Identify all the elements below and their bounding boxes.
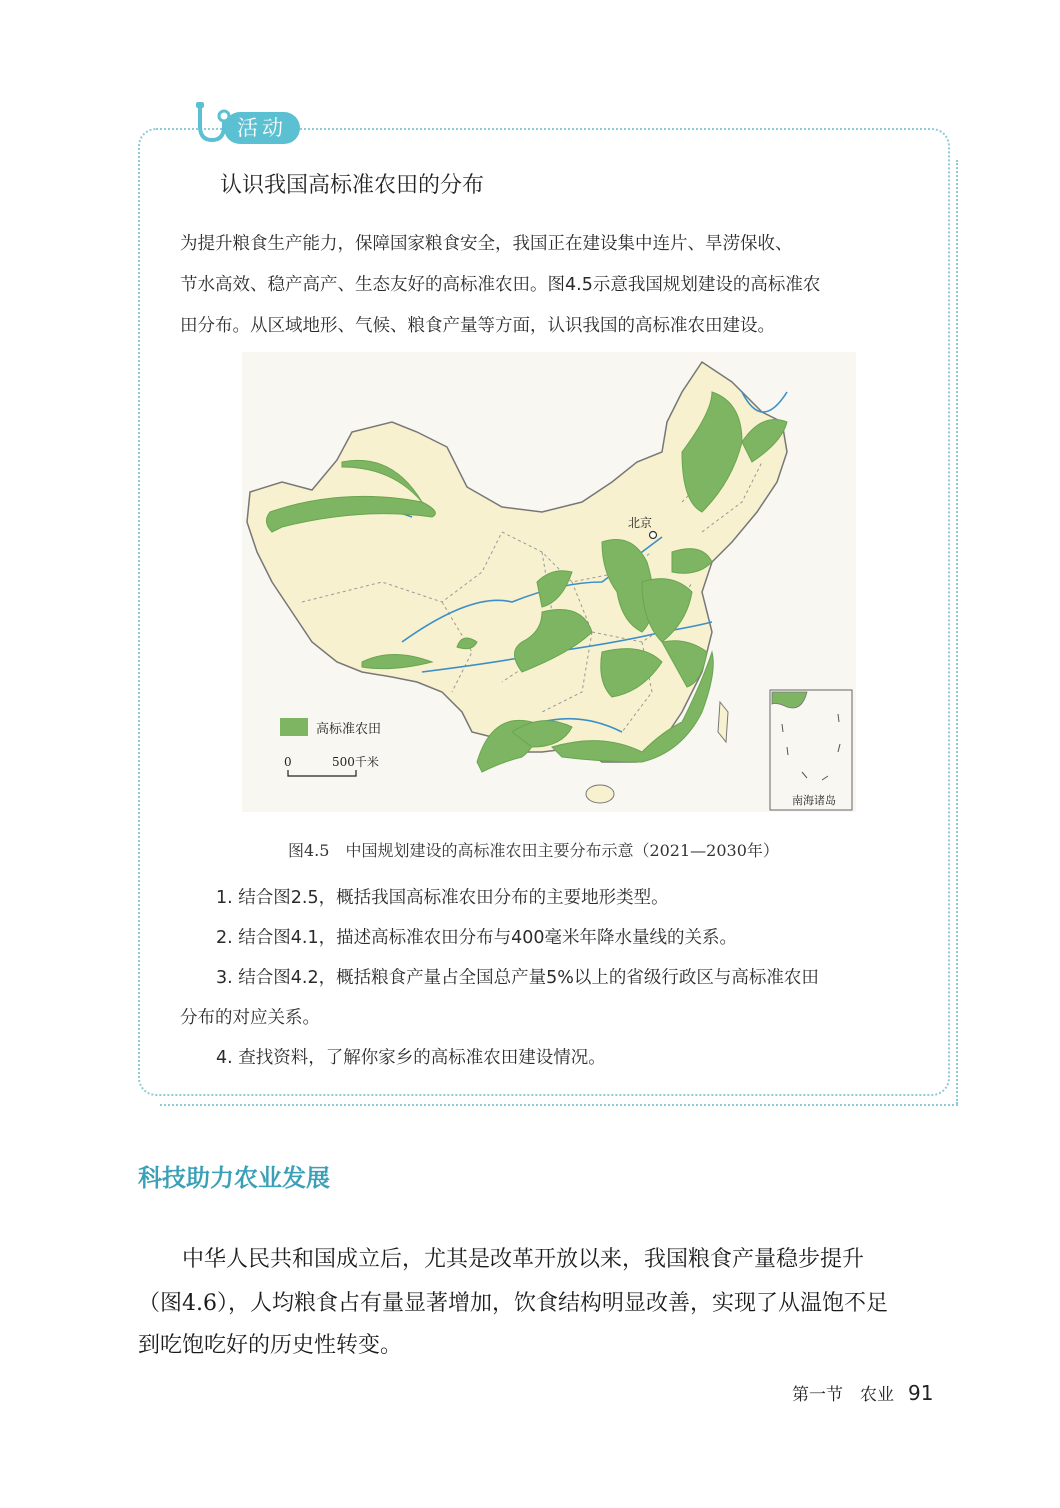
beijing-label: 北京 bbox=[628, 516, 653, 530]
question-4-text: 查找资料，了解你家乡的高标准农田建设情况。 bbox=[238, 1048, 606, 1068]
question-4-num: 4. bbox=[216, 1048, 233, 1068]
activity-title: 认识我国高标准农田的分布 bbox=[220, 173, 485, 198]
page-number: 91 bbox=[908, 1381, 934, 1405]
question-3-cont-text: 分布的对应关系。 bbox=[180, 1008, 320, 1028]
legend-swatch bbox=[280, 718, 308, 736]
scale-zero: 0 bbox=[284, 755, 292, 769]
question-3-text: 结合图4.2，概括粮食产量占全国总产量5%以上的省级行政区与高标准农田 bbox=[238, 968, 819, 988]
activity-box-shadow-right bbox=[956, 160, 958, 1104]
question-4 bbox=[180, 1038, 925, 1079]
question-1-num: 1. bbox=[216, 888, 233, 908]
scale-label: 500千米 bbox=[332, 755, 379, 769]
question-3-continued bbox=[180, 998, 925, 1039]
legend-label: 高标准农田 bbox=[316, 722, 382, 737]
question-2 bbox=[180, 918, 925, 959]
intro-line-3: 田分布。从区域地形、气候、粮食产量等方面，认识我国的高标准农田建设。 bbox=[180, 316, 775, 336]
question-2-num: 2. bbox=[216, 928, 233, 948]
inset-frame bbox=[770, 690, 852, 810]
question-1 bbox=[180, 878, 925, 919]
activity-box-shadow bbox=[160, 1104, 958, 1106]
activity-badge bbox=[188, 100, 308, 152]
figure-caption: 图4.5 中国规划建设的高标准农田主要分布示意（2021—2030年） bbox=[288, 841, 779, 860]
badge-label: 活动 bbox=[224, 112, 300, 144]
beijing-marker bbox=[650, 532, 657, 539]
hainan-island bbox=[586, 785, 614, 803]
body-line-3: 到吃饱吃好的历史性转变。 bbox=[138, 1333, 403, 1358]
intro-line-1: 为提升粮食生产能力，保障国家粮食安全，我国正在建设集中连片、旱涝保收、 bbox=[180, 234, 793, 254]
inset-label: 南海诸岛 bbox=[792, 794, 836, 807]
map-svg bbox=[242, 352, 856, 812]
page-footer bbox=[792, 1380, 933, 1405]
scale-bar bbox=[288, 770, 356, 776]
section-title: 科技助力农业发展 bbox=[138, 1163, 330, 1192]
china-farmland-map bbox=[242, 352, 856, 812]
body-line-2: （图4.6），人均粮食占有量显著增加，饮食结构明显改善，实现了从温饱不足 bbox=[138, 1291, 888, 1316]
body-line-1: 中华人民共和国成立后，尤其是改革开放以来，我国粮食产量稳步提升 bbox=[182, 1247, 865, 1272]
question-2-text: 结合图4.1，描述高标准农田分布与400毫米年降水量线的关系。 bbox=[238, 928, 738, 948]
question-3 bbox=[180, 958, 925, 999]
question-1-text: 结合图2.5，概括我国高标准农田分布的主要地形类型。 bbox=[238, 888, 669, 908]
question-3-num: 3. bbox=[216, 968, 233, 988]
taiwan-island bbox=[718, 702, 728, 742]
intro-line-2: 节水高效、稳产高产、生态友好的高标准农田。图4.5示意我国规划建设的高标准农 bbox=[180, 275, 821, 295]
chapter-label: 第一节 农业 bbox=[792, 1385, 894, 1405]
